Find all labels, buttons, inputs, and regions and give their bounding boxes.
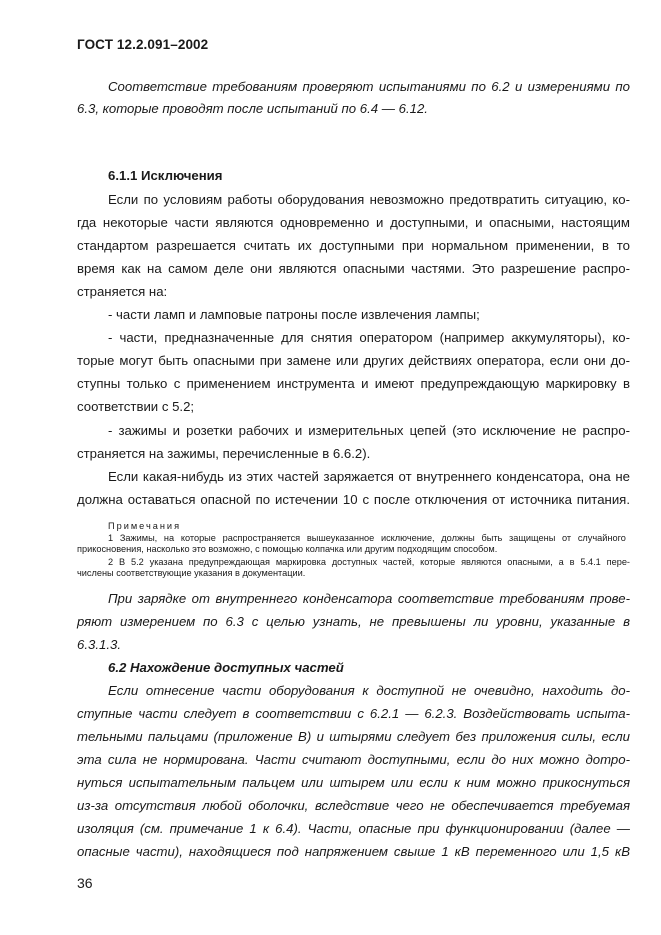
text-line: соответствии с 5.2; (77, 399, 195, 414)
text-line: - части, предназначенные для снятия оператором (например аккумуляторы), ко- (108, 330, 630, 345)
text-line: ступны только с применением инструмента и имеют предупреждающую маркировку в (77, 376, 630, 391)
text-line: 6.3.1.3. (77, 637, 121, 652)
text-line: из-за отсутствия любой оболочки, вследствие чего не обеспечивается требуемая (77, 798, 630, 813)
text-line: Соответствие требованиям проверяют испытаниями по 6.2 и измерениями по (108, 79, 630, 94)
text-line: Если по условиям работы оборудования невозможно предотвратить ситуацию, ко- (108, 192, 630, 207)
text-line: нуться испытательным пальцем или штырем или если к ним можно прикоснуться (77, 775, 630, 790)
text-line: При зарядке от внутреннего конденсатора соответствие требованиям прове- (108, 591, 630, 606)
text-line: Если отнесение части оборудования к доступной не очевидно, находить до- (108, 683, 630, 698)
text-line: прикосновения, насколько это возможно, с помощью колпачка или другим подходящим способом. (77, 544, 498, 554)
document-header: ГОСТ 12.2.091–2002 (77, 37, 209, 52)
text-line: стандартом разрешается считать их доступными при нормальном применении, в то (77, 238, 630, 253)
text-line: 2 В 5.2 указана предупреждающая маркировка доступных частей, которые являются опасными, а в 5.4.1 пере- (108, 557, 630, 567)
text-line: время как на самом деле они являются опасными частями. Это разрешение распро- (77, 261, 630, 276)
page-number: 36 (77, 875, 93, 891)
text-line: Если какая-нибудь из этих частей заряжается от внутреннего конденсатора, она не (108, 469, 630, 484)
text-line: 6.1.1 Исключения (108, 168, 223, 183)
text-line: ряют измерением по 6.3 с целью узнать, не превышены ли уровни, указанные в (77, 614, 630, 629)
text-line: опасные части), находящиеся под напряжением свыше 1 кВ переменного или 1,5 кВ (77, 844, 630, 859)
text-line: изоляция (см. примечание 1 к 6.4). Части, опасные при функционировании (далее — (77, 821, 630, 836)
text-line: числены соответствующие указания в документации. (77, 568, 306, 578)
text-line: тельными пальцами (приложение В) и штырями следует без приложения силы, если (77, 729, 630, 744)
text-line: эта сила не нормирована. Части считают доступными, если до них можно дотро- (77, 752, 630, 767)
text-line: Примечания (108, 521, 182, 531)
text-line: страняется на: (77, 284, 168, 299)
text-line: - зажимы и розетки рабочих и измерительных цепей (это исключение не распро- (108, 423, 630, 438)
text-line: ступные части следует в соответствии с 6.2.1 — 6.2.3. Воздействовать испыта- (77, 706, 630, 721)
text-line: гда некоторые части являются одновременно и доступными, и опасными, настоящим (77, 215, 630, 230)
text-line: страняется на зажимы, перечисленные в 6.6.2). (77, 446, 371, 461)
text-line: - части ламп и ламповые патроны после извлечения лампы; (108, 307, 480, 322)
text-line: 6.2 Нахождение доступных частей (108, 660, 344, 675)
text-line: торые могут быть опасными при замене или других действиях оператора, если они до- (77, 353, 630, 368)
text-line: должна оставаться опасной по истечении 10 с после отключения от источника питания. (77, 492, 630, 507)
text-line: 1 Зажимы, на которые распространяется вышеуказанное исключение, должны быть защищены от случайного (108, 533, 626, 543)
text-line: 6.3, которые проводят после испытаний по 6.4 — 6.12. (77, 101, 428, 116)
